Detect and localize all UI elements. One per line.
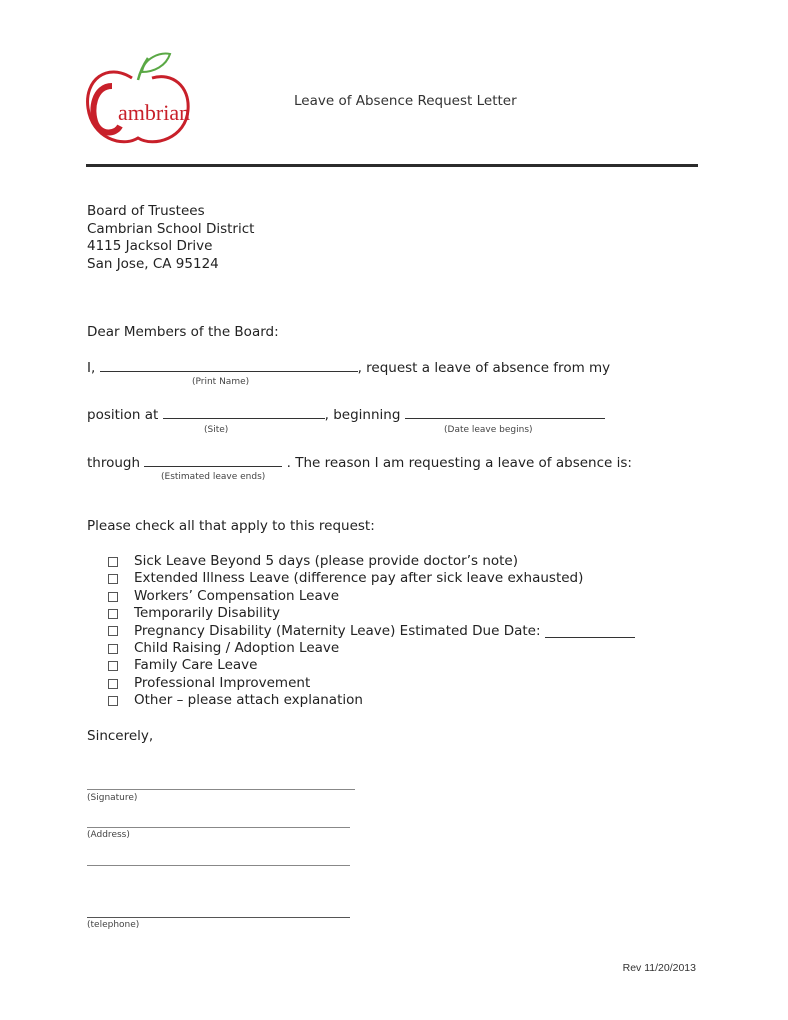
checklist-item[interactable] xyxy=(108,657,635,674)
checklist-item-label: Other – please attach explanation xyxy=(134,692,363,709)
site-field[interactable] xyxy=(163,406,325,419)
leave-ends-field[interactable] xyxy=(144,454,282,467)
document-title: Leave of Absence Request Letter xyxy=(294,93,517,109)
checklist-item-label: Pregnancy Disability (Maternity Leave) Estimated Due Date: xyxy=(134,622,541,639)
address-line: San Jose, CA 95124 xyxy=(87,255,219,272)
reason-text: . The reason I am requesting a leave of absence is: xyxy=(286,455,632,471)
due-date-field[interactable] xyxy=(545,625,635,638)
checklist-item[interactable] xyxy=(108,553,635,570)
leave-ends-caption: (Estimated leave ends) xyxy=(161,472,266,482)
checkbox-icon[interactable] xyxy=(108,679,118,689)
svg-text:ambrian: ambrian xyxy=(118,100,191,125)
checklist-item-label: Sick Leave Beyond 5 days (please provide doctor’s note) xyxy=(134,553,519,569)
checkbox-icon[interactable] xyxy=(108,609,118,619)
address-field[interactable] xyxy=(87,827,350,828)
address-field-2[interactable] xyxy=(87,865,350,866)
address-line: 4115 Jacksol Drive xyxy=(87,238,213,254)
checklist-item-label: Family Care Leave xyxy=(134,657,258,674)
checkbox-icon[interactable] xyxy=(108,696,118,706)
checklist-item[interactable] xyxy=(108,605,635,622)
address-line: Cambrian School District xyxy=(87,220,255,237)
position-prefix: position at xyxy=(87,407,159,423)
checkbox-icon[interactable] xyxy=(108,592,118,602)
telephone-field[interactable] xyxy=(87,917,350,918)
recipient-address xyxy=(87,203,254,273)
checkbox-icon[interactable] xyxy=(108,626,118,636)
checklist-item-label: Professional Improvement xyxy=(134,674,311,691)
name-line xyxy=(87,359,610,376)
name-suffix: , request a leave of absence from my xyxy=(357,360,611,376)
checklist-item[interactable] xyxy=(108,675,635,692)
checkbox-icon[interactable] xyxy=(108,557,118,567)
address-line: Board of Trustees xyxy=(87,203,205,219)
date-begins-field[interactable] xyxy=(405,406,605,419)
checklist-intro: Please check all that apply to this request: xyxy=(87,518,375,534)
beginning-label: , beginning xyxy=(324,407,401,423)
checkbox-icon[interactable] xyxy=(108,661,118,671)
print-name-field[interactable] xyxy=(100,359,358,372)
name-prefix: I, xyxy=(87,360,96,376)
salutation: Dear Members of the Board: xyxy=(87,324,279,340)
signature-field[interactable] xyxy=(87,789,355,790)
checklist-item[interactable] xyxy=(108,692,635,709)
checklist-item[interactable] xyxy=(108,588,635,605)
closing: Sincerely, xyxy=(87,728,154,744)
position-line xyxy=(87,406,605,423)
header-rule xyxy=(86,164,698,167)
checklist-item-label: Child Raising / Adoption Leave xyxy=(134,640,340,657)
site-caption: (Site) xyxy=(204,425,229,435)
checklist-item-label: Temporarily Disability xyxy=(134,605,280,622)
cambrian-logo xyxy=(82,50,194,150)
checklist-item[interactable] xyxy=(108,570,635,587)
checklist-item-label: Workers’ Compensation Leave xyxy=(134,587,340,604)
checklist-item[interactable] xyxy=(108,623,635,640)
leave-type-checklist xyxy=(108,553,635,710)
through-line xyxy=(87,454,632,471)
checklist-item-label: Extended Illness Leave (difference pay after sick leave exhausted) xyxy=(134,570,584,587)
checkbox-icon[interactable] xyxy=(108,574,118,584)
address-caption: (Address) xyxy=(87,830,130,840)
print-name-caption: (Print Name) xyxy=(192,377,250,387)
checklist-item[interactable] xyxy=(108,640,635,657)
date-begins-caption: (Date leave begins) xyxy=(444,425,533,435)
signature-caption: (Signature) xyxy=(87,793,138,803)
telephone-caption: (telephone) xyxy=(87,920,140,930)
checkbox-icon[interactable] xyxy=(108,644,118,654)
revision-date: Rev 11/20/2013 xyxy=(622,962,696,974)
through-prefix: through xyxy=(87,455,141,471)
